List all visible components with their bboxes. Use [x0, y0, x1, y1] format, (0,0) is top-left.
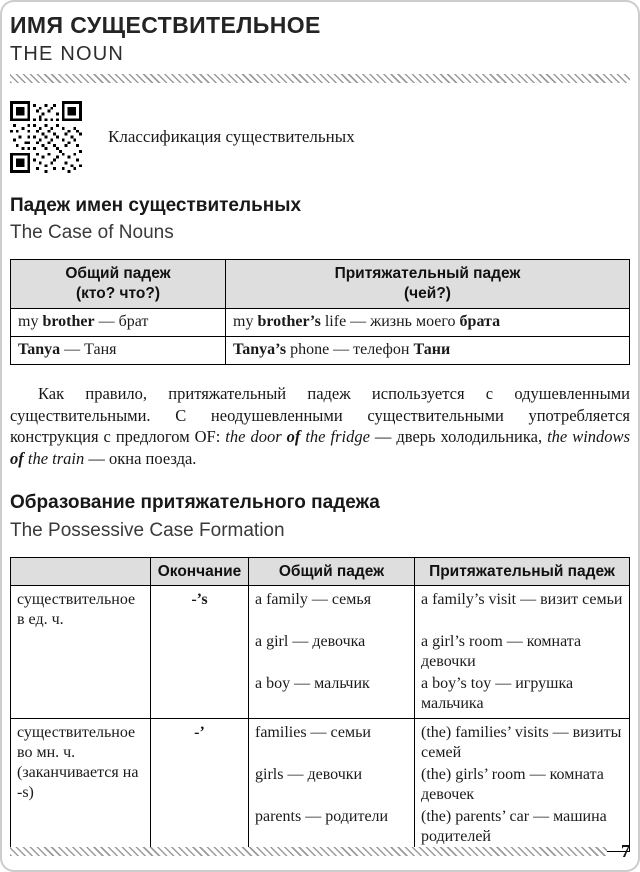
header-line: Притяжательный падеж	[334, 265, 521, 283]
qr-section	[10, 101, 630, 173]
cell-ending: -’	[151, 719, 249, 852]
page-number: 7	[621, 841, 630, 861]
section-formation-heading-en: The Possessive Case Formation	[10, 519, 285, 541]
example-item: a family’s visit — визит семьи	[421, 591, 623, 609]
example-item: a boy’s toy — игрушка мальчика	[421, 675, 574, 713]
cell-possessive-examples	[415, 719, 630, 852]
example-item: a girl — девочка	[255, 633, 366, 651]
cell-ending: -’s	[151, 586, 249, 719]
example-item: a girl’s room — комната девочки	[421, 633, 582, 671]
cell-possessive: Tanya’s phone — телефон Тани	[226, 336, 630, 364]
case-table-header-row	[11, 260, 630, 309]
page-title: ИМЯ СУЩЕСТВИТЕЛЬНОЕ	[10, 12, 321, 38]
cell-noun-type: существительное в ед. ч.	[11, 586, 151, 719]
cell-common: my brother — брат	[11, 308, 226, 336]
example-item: (the) parents’ car — машина родителей	[421, 808, 607, 846]
cell-common-examples	[249, 586, 415, 719]
decorative-divider-top	[10, 74, 630, 83]
case-table-row	[11, 336, 630, 364]
case-table-row	[11, 308, 630, 336]
cell-possessive-examples	[415, 586, 630, 719]
example-item: (the) families’ visits — визиты семей	[421, 724, 622, 762]
cell-noun-type: существительное во мн. ч. (заканчивается на -s)	[11, 719, 151, 852]
page-subtitle: THE NOUN	[10, 42, 125, 65]
example-item: parents — родители	[255, 808, 389, 826]
example-item: (the) girls’ room — комната девочек	[421, 766, 604, 804]
section-formation-heading-ru: Образование притяжательного падежа	[10, 491, 380, 513]
header-common-case	[11, 260, 226, 309]
header-line: Общий падеж	[65, 265, 171, 283]
cell-possessive: my brother’s life — жизнь моего брата	[226, 308, 630, 336]
formation-table-row	[11, 719, 630, 852]
case-table	[10, 259, 630, 365]
formation-table	[10, 557, 630, 853]
section-case-heading-ru: Падеж имен существительных	[10, 194, 302, 216]
example-item: families — семьи	[255, 724, 371, 742]
example-item: girls — девочки	[255, 766, 363, 784]
section-case-heading-en: The Case of Nouns	[10, 222, 174, 244]
formation-table-row	[11, 586, 630, 719]
cell-common: Tanya — Таня	[11, 336, 226, 364]
page-footer	[10, 841, 630, 862]
header-possessive-case: Притяжательный падеж	[415, 557, 630, 586]
explanation-paragraph: Как правило, притяжательный падеж используется с одушевленными существительными. С неодушевленными существительными употребляется конструкция с предлогом OF: the door of the fridge — дверь холодильника, the windows of the train — окна поезда.	[10, 383, 630, 469]
example-item: a family — семья	[255, 591, 372, 609]
qr-caption: Классификация существительных	[108, 126, 355, 146]
header-line: (чей?)	[404, 285, 451, 303]
qr-code	[10, 101, 82, 173]
header-common-case: Общий падеж	[249, 557, 415, 586]
header-possessive-case	[226, 260, 630, 309]
header-line: (кто? что?)	[75, 285, 161, 303]
decorative-divider-bottom	[10, 847, 607, 856]
header-empty	[11, 557, 151, 586]
header-ending: Окончание	[151, 557, 249, 586]
example-item: a boy — мальчик	[255, 675, 370, 693]
cell-common-examples	[249, 719, 415, 852]
formation-table-header-row	[11, 557, 630, 586]
